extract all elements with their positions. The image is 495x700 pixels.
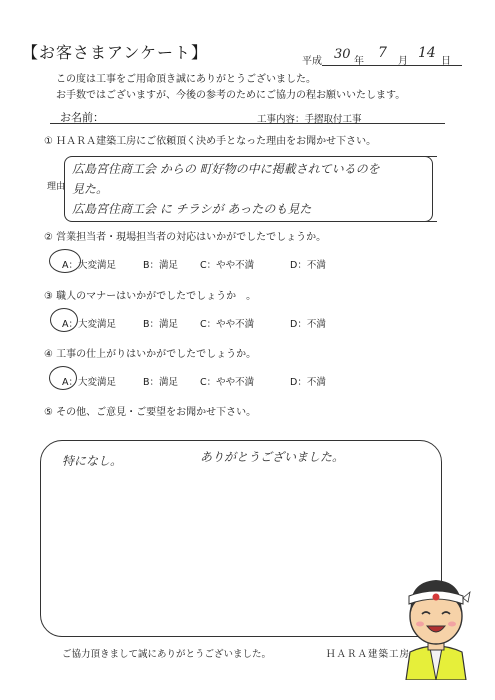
footer-thanks: ご協力頂きまして誠にありがとうございました。	[62, 649, 272, 660]
date-month-value: 7	[378, 45, 387, 61]
date-year-value: 30	[334, 47, 351, 62]
q4-option-d: D：不満	[290, 377, 326, 388]
q2-selected-circle	[49, 249, 81, 273]
q2-option-c: C：やや不満	[200, 260, 255, 271]
q4-selected-circle	[49, 366, 77, 390]
reason-label: 理由	[47, 182, 66, 192]
q3-option-c: C：やや不満	[200, 319, 255, 330]
name-underline	[50, 123, 445, 124]
comment-box	[40, 440, 442, 637]
reason-bracket-right	[420, 156, 433, 222]
date-era: 平成	[302, 56, 322, 67]
name-label: お名前：	[60, 111, 104, 124]
q4-option-c: C：やや不満	[200, 377, 255, 388]
q2-option-b: B：満足	[143, 260, 179, 271]
footer-company: ＨＡＲＡ建築工房	[326, 649, 411, 660]
q2-option-a: A：大変満足	[62, 260, 116, 271]
work-content: 工事内容：手摺取付工事	[257, 114, 362, 125]
intro-line-1: この度は工事をご用命頂き誠にありがとうございました。	[56, 74, 316, 85]
date-day-value: 14	[418, 45, 436, 61]
page-title: 【お客さまアンケート】	[22, 43, 209, 62]
question-1: ① ＨＡＲＡ建築工房にご依頼頂く決め手となった理由をお聞かせ下さい。	[44, 136, 377, 147]
q3-selected-circle	[50, 308, 78, 332]
comment-answer-part-1: 特になし。	[62, 454, 123, 468]
date-month-label: 月	[398, 56, 408, 67]
reason-answer-line-2: 見た。	[72, 182, 109, 196]
carpenter-mascot-illustration	[400, 560, 472, 680]
question-3: ③ 職人のマナーはいかがでしたでしょうか 。	[44, 291, 257, 302]
q2-option-d: D：不満	[290, 260, 326, 271]
q4-option-b: B：満足	[143, 377, 179, 388]
reason-answer-line-1: 広島宮住商工会 からの 町好物の中に掲載されているのを	[72, 162, 380, 176]
q3-option-d: D：不満	[290, 319, 326, 330]
date-year-label: 年	[354, 56, 364, 67]
reason-answer-line-3: 広島宮住商工会 に チラシが あったのも見た	[72, 202, 312, 216]
date-day-label: 日	[441, 56, 451, 67]
question-5: ⑤ その他、ご意見・ご要望をお聞かせ下さい。	[44, 407, 257, 418]
intro-line-2: お手数ではございますが、今後の参考のためにご協力の程お願いいたします。	[56, 90, 406, 101]
date-underline	[322, 65, 462, 66]
q3-option-a: A：大変満足	[62, 319, 116, 330]
question-2: ② 営業担当者・現場担当者の対応はいかがでしたでしょうか。	[44, 232, 327, 243]
question-4: ④ 工事の仕上がりはいかがでしたでしょうか。	[44, 349, 257, 360]
q4-option-a: A：大変満足	[62, 377, 116, 388]
comment-answer-part-2: ありがとうございました。	[200, 450, 345, 464]
q3-option-b: B：満足	[143, 319, 179, 330]
